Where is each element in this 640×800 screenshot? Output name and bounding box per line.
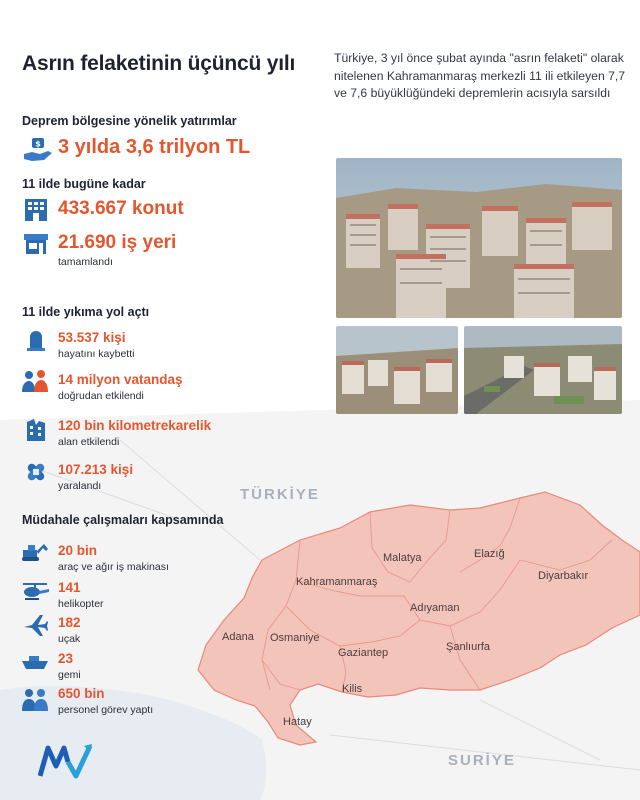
workplaces-value: 21.690 iş yeri <box>58 232 177 253</box>
city-elazig: Elazığ <box>474 548 505 560</box>
photo-housing-large <box>336 158 622 318</box>
people-icon <box>20 368 50 394</box>
response-heading: Müdahale çalışmaları kapsamında <box>22 513 224 527</box>
gravestone-icon <box>24 328 48 352</box>
stat-vehicles-value: 20 bin <box>58 543 98 558</box>
broken-building-icon <box>24 416 48 442</box>
personnel-icon <box>20 686 50 712</box>
helicopter-icon <box>20 581 50 601</box>
stat-vehicles <box>58 543 318 574</box>
apartment-icon <box>22 196 50 222</box>
stat-ships-label: gemi <box>58 669 81 681</box>
city-gaziantep: Gaziantep <box>338 647 389 659</box>
intro-text: Türkiye, 3 yıl önce şubat ayında "asrın felaketi" olarak nitelenen Kahramanmaraş merkezli 11 ili etkileyen 7,7 ve 7,6 büyüklüğündeki depremlerin acısıyla sarsıldı <box>334 51 626 100</box>
stat-ships-value: 23 <box>58 651 74 666</box>
brand-logo <box>38 742 94 782</box>
country-label-suriye: SURİYE <box>448 752 516 769</box>
airplane-icon <box>22 613 48 637</box>
city-adiyaman: Adıyaman <box>410 602 460 614</box>
stat-ships <box>58 651 318 682</box>
city-kilis: Kilis <box>342 683 363 695</box>
photo-housing-left <box>336 326 458 414</box>
city-sanliurfa: Şanlıurfa <box>446 641 491 653</box>
completed-footer: tamamlandı <box>58 256 113 268</box>
stat-personnel <box>58 686 318 717</box>
stat-planes-label: uçak <box>58 633 81 645</box>
svg-text:$: $ <box>35 139 41 149</box>
investment-heading: Deprem bölgesine yönelik yatırımlar <box>22 114 237 128</box>
stat-deaths-label: hayatını kaybetti <box>58 348 135 360</box>
stat-injured-value: 107.213 kişi <box>58 462 134 477</box>
city-malatya: Malatya <box>383 552 422 564</box>
stat-area-label: alan etkilendi <box>58 436 120 448</box>
page-title: Asrın felaketinin üçüncü yılı <box>22 52 296 75</box>
stat-vehicles-label: araç ve ağır iş makinası <box>58 561 169 573</box>
stat-deaths-value: 53.537 kişi <box>58 330 126 345</box>
excavator-icon <box>20 541 50 563</box>
photo-housing-right <box>464 326 622 414</box>
shop-icon <box>22 230 50 256</box>
city-hatay: Hatay <box>283 716 312 728</box>
stat-deaths <box>58 330 318 361</box>
city-diyarbakir: Diyarbakır <box>538 570 589 582</box>
houses-value: 433.667 konut <box>58 198 184 219</box>
investment-value: 3 yılda 3,6 trilyon TL <box>58 136 251 158</box>
city-kahramanmaras: Kahramanmaraş <box>296 576 378 588</box>
stat-helicopters-label: helikopter <box>58 598 104 610</box>
stat-planes-value: 182 <box>58 615 81 630</box>
destruction-heading: 11 ilde yıkıma yol açtı <box>22 305 150 319</box>
city-adana: Adana <box>222 631 254 643</box>
stat-helicopters <box>58 580 318 611</box>
stat-helicopters-value: 141 <box>58 580 81 595</box>
stat-affected-label: doğrudan etkilendi <box>58 390 144 402</box>
money-hand-icon <box>22 136 54 164</box>
stat-personnel-value: 650 bin <box>58 686 105 701</box>
city-osmaniye: Osmaniye <box>270 632 320 644</box>
stat-injured-label: yaralandı <box>58 480 102 492</box>
stat-area-value: 120 bin kilometrekarelik <box>58 418 212 433</box>
ship-icon <box>20 653 50 671</box>
completed-heading: 11 ilde bugüne kadar <box>22 177 146 191</box>
stat-personnel-label: personel görev yaptı <box>58 704 154 716</box>
stat-affected <box>58 372 318 403</box>
stat-area <box>58 418 318 449</box>
country-label-turkiye: TÜRKİYE <box>240 486 320 503</box>
stat-affected-value: 14 milyon vatandaş <box>58 372 183 387</box>
bandage-icon <box>24 460 48 484</box>
